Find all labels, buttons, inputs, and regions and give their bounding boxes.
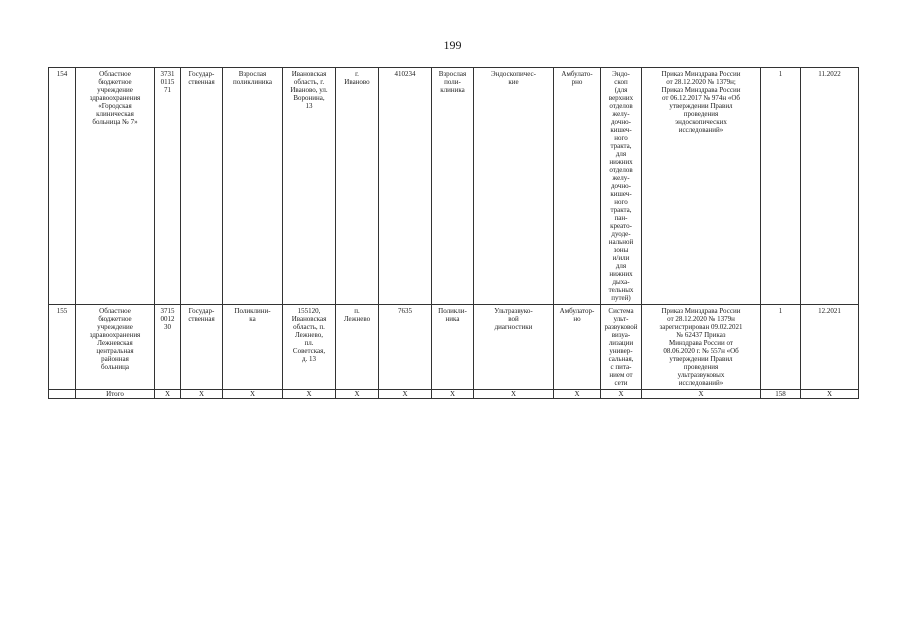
basis-cell: Приказ Минздрава России от 28.12.2020 № 1379н зарегистрирован 09.02.2021 № 62437 Приказ Минздрава России от 08.06.2020 г. № 557н «Об утверждении Правил проведения ультразвуковых исследований»: [642, 305, 761, 390]
table-row: [49, 68, 859, 305]
locality-cell: г. Иваново: [336, 68, 379, 305]
total-x-cell: X: [155, 390, 181, 399]
total-x-cell: X: [801, 390, 859, 399]
department-cell: Поликли- ника: [432, 305, 474, 390]
ownership-cell: Государ- ственная: [181, 305, 223, 390]
conditions-cell: Амбулато- рно: [554, 68, 601, 305]
unit-cell: Поликлини- ка: [223, 305, 283, 390]
date-cell: 12.2021: [801, 305, 859, 390]
quantity-cell: 1: [761, 305, 801, 390]
total-x-cell: X: [554, 390, 601, 399]
department-cell: Взрослая поли- клиника: [432, 68, 474, 305]
profile-cell: Эндоскопичес- кие: [474, 68, 554, 305]
total-row: [49, 390, 859, 399]
code-cell: 7635: [379, 305, 432, 390]
total-empty-cell: [49, 390, 76, 399]
profile-cell: Ультразвуко- вой диагностики: [474, 305, 554, 390]
equipment-cell: Система ульт- развуковой визуа- лизации универ- сальная, с пита- нием от сети: [601, 305, 642, 390]
total-x-cell: X: [474, 390, 554, 399]
inn-cell: 3715 0012 30: [155, 305, 181, 390]
total-x-cell: X: [223, 390, 283, 399]
total-x-cell: X: [601, 390, 642, 399]
organization-cell: Областное бюджетное учреждение здравоохранения Лежневская центральная районная больница: [76, 305, 155, 390]
unit-cell: Взрослая поликлиника: [223, 68, 283, 305]
total-x-cell: X: [283, 390, 336, 399]
total-x-cell: X: [336, 390, 379, 399]
total-quantity: 158: [761, 390, 801, 399]
locality-cell: п. Лежнево: [336, 305, 379, 390]
basis-cell: Приказ Минздрава России от 28.12.2020 № 1379н; Приказ Минздрава России от 06.12.2017 № 974н «Об утверждении Правил проведения эндоскопических исследований»: [642, 68, 761, 305]
total-x-cell: X: [642, 390, 761, 399]
row-number-cell: 154: [49, 68, 76, 305]
quantity-cell: 1: [761, 68, 801, 305]
table-row: [49, 305, 859, 390]
total-label: Итого: [76, 390, 155, 399]
organization-cell: Областное бюджетное учреждение здравоохранения «Городская клиническая больница № 7»: [76, 68, 155, 305]
ownership-cell: Государ- ственная: [181, 68, 223, 305]
equipment-cell: Эндо- скоп (для верхних отделов желу- дочно- кишеч- ного тракта, для нижних отделов желу- дочно- кишеч- ного тракта, пан- креато- дуоде- нальной зоны и/или для нижних дыха- тельных путей): [601, 68, 642, 305]
row-number-cell: 155: [49, 305, 76, 390]
page-number: 199: [443, 38, 462, 52]
total-x-cell: X: [181, 390, 223, 399]
conditions-cell: Амбулатор- но: [554, 305, 601, 390]
date-cell: 11.2022: [801, 68, 859, 305]
address-cell: Ивановская область, г. Иваново, ул. Воронина, 13: [283, 68, 336, 305]
address-cell: 155120, Ивановская область, п. Лежнево, пл. Советская, д. 13: [283, 305, 336, 390]
total-x-cell: X: [379, 390, 432, 399]
code-cell: 410234: [379, 68, 432, 305]
inn-cell: 3731 0115 71: [155, 68, 181, 305]
equipment-registry-table: [48, 67, 859, 399]
total-x-cell: X: [432, 390, 474, 399]
